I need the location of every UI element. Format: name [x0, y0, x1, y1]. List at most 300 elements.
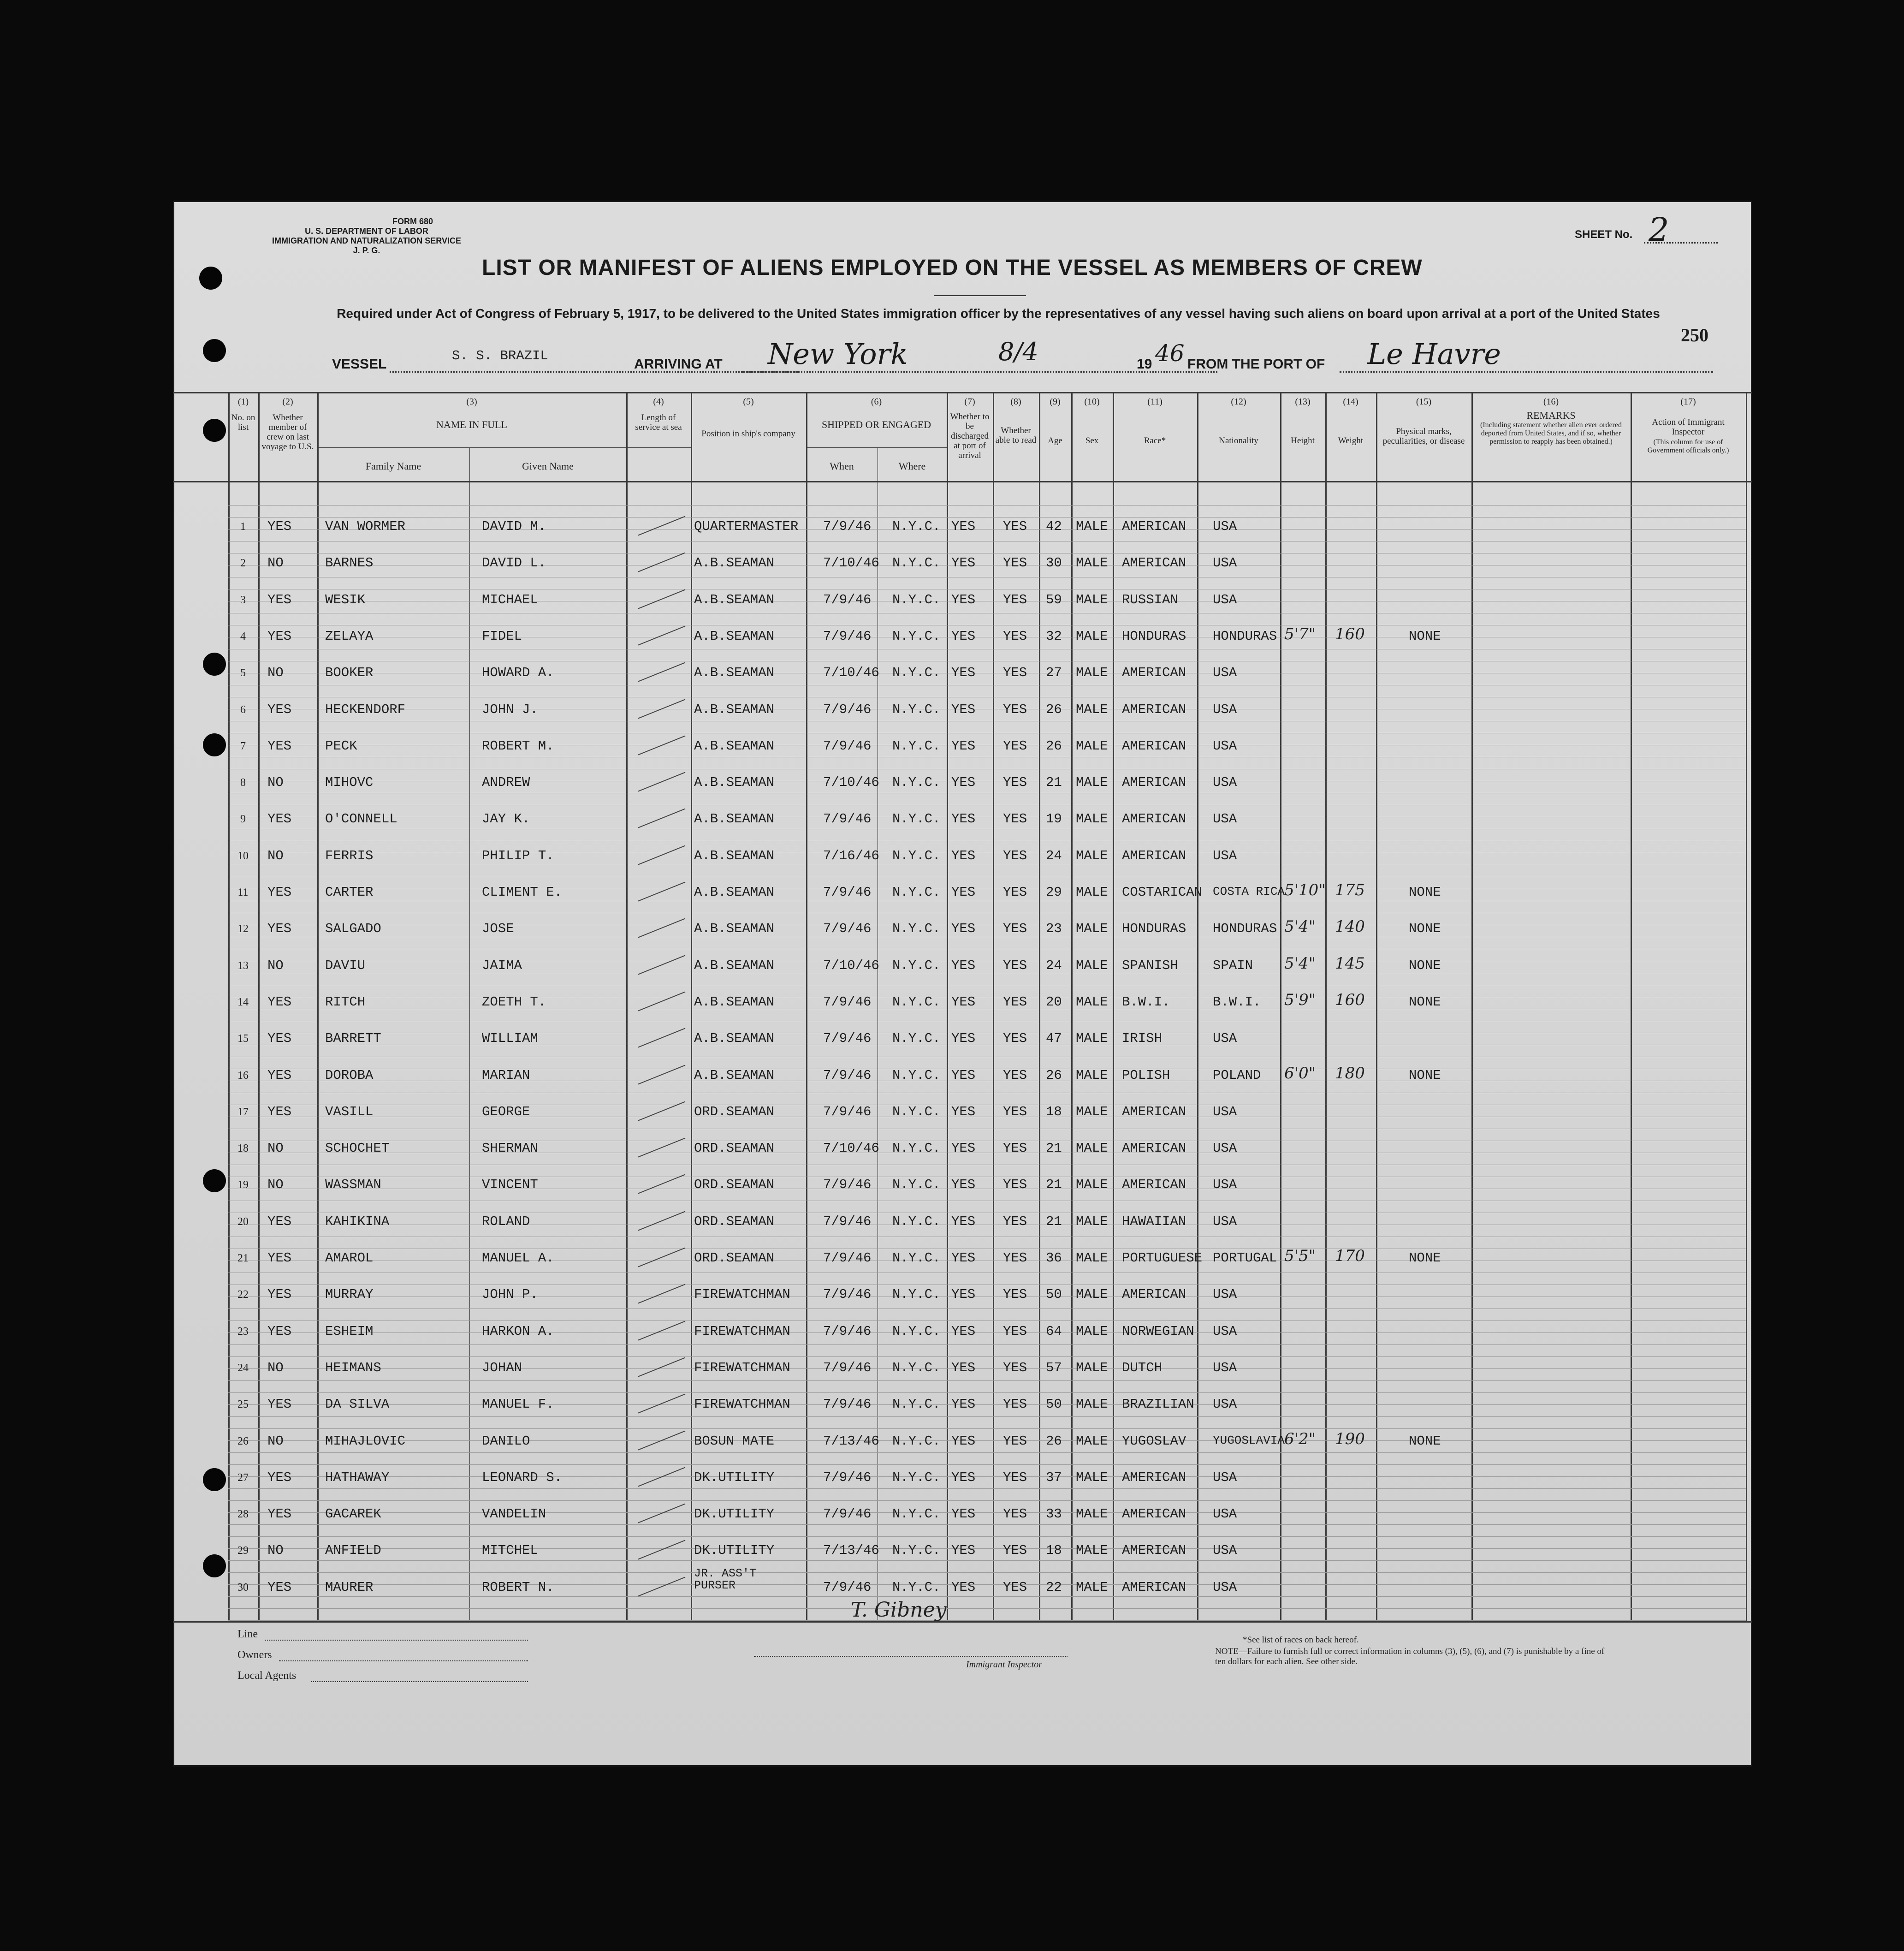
discharged: YES — [951, 885, 976, 900]
shipped-when: 7/9/46 — [823, 1068, 872, 1083]
col1-label: No. on list — [231, 413, 255, 432]
col12-number: (12) — [1231, 397, 1246, 407]
age: 26 — [1046, 1068, 1062, 1083]
row-number: 1 — [240, 521, 246, 533]
nationality: PORTUGAL — [1213, 1250, 1277, 1266]
shipped-when: 7/9/46 — [823, 1104, 872, 1119]
able-to-read: YES — [1003, 738, 1027, 754]
family-name: AMAROL — [325, 1250, 374, 1266]
service-tick-mark — [638, 625, 686, 645]
race: AMERICAN — [1122, 775, 1186, 790]
weight: 180 — [1335, 1064, 1365, 1083]
able-to-read: YES — [1003, 848, 1027, 863]
shipped-where: N.Y.C. — [892, 519, 941, 534]
given-name: MANUEL F. — [482, 1397, 554, 1412]
physical-marks: NONE — [1409, 921, 1441, 936]
service-tick-mark — [638, 1503, 686, 1523]
crew-last-voyage: YES — [267, 592, 292, 607]
shipped-where: N.Y.C. — [892, 1506, 941, 1522]
given-name-header: Given Name — [522, 460, 574, 472]
col17-number: (17) — [1680, 397, 1696, 407]
nationality: USA — [1213, 1470, 1237, 1485]
able-to-read: YES — [1003, 1506, 1027, 1522]
discharged: YES — [951, 1324, 976, 1339]
position: ORD.SEAMAN — [694, 1104, 775, 1119]
shipped-when: 7/9/46 — [823, 1214, 872, 1229]
position: FIREWATCHMAN — [694, 1397, 790, 1412]
arriving-port: New York — [768, 337, 908, 371]
binder-hole — [203, 1554, 226, 1577]
col2-number: (2) — [282, 397, 293, 407]
row-number: 21 — [237, 1252, 249, 1264]
able-to-read: YES — [1003, 1543, 1027, 1558]
col11-label: Race* — [1144, 436, 1166, 446]
race: AMERICAN — [1122, 738, 1186, 754]
age: 26 — [1046, 1434, 1062, 1449]
crew-last-voyage: NO — [267, 1434, 284, 1449]
shipped-where: N.Y.C. — [892, 702, 941, 717]
sex: MALE — [1076, 994, 1108, 1010]
sex: MALE — [1076, 921, 1108, 936]
position: FIREWATCHMAN — [694, 1287, 790, 1302]
sex: MALE — [1076, 811, 1108, 827]
service-tick-mark — [638, 1284, 686, 1303]
position: A.B.SEAMAN — [694, 738, 775, 754]
col17-label: Action of Immigrant Inspector — [1652, 417, 1725, 437]
age: 50 — [1046, 1287, 1062, 1302]
sex: MALE — [1076, 1580, 1108, 1595]
position: A.B.SEAMAN — [694, 555, 775, 571]
given-name: SHERMAN — [482, 1141, 538, 1156]
age: 26 — [1046, 738, 1062, 754]
discharged: YES — [951, 775, 976, 790]
shipped-where: N.Y.C. — [892, 958, 941, 973]
column-rule — [1746, 392, 1747, 1621]
crew-last-voyage: NO — [267, 1177, 284, 1192]
column-rule — [1471, 392, 1473, 1621]
discharged: YES — [951, 1287, 976, 1302]
shipped-where: N.Y.C. — [892, 1031, 941, 1046]
height: 6'0" — [1284, 1064, 1316, 1083]
discharged: YES — [951, 921, 976, 936]
sex: MALE — [1076, 1360, 1108, 1375]
service-tick-mark — [638, 1357, 686, 1377]
discharged: YES — [951, 1360, 976, 1375]
discharged: YES — [951, 592, 976, 607]
shipped-where: N.Y.C. — [892, 994, 941, 1010]
weight: 170 — [1335, 1247, 1365, 1265]
col5-label: Position in ship's company — [701, 429, 795, 439]
able-to-read: YES — [1003, 1434, 1027, 1449]
row-number: 2 — [240, 557, 246, 569]
nationality: USA — [1213, 1287, 1237, 1302]
nationality: USA — [1213, 1360, 1237, 1375]
age: 21 — [1046, 1141, 1062, 1156]
crew-last-voyage: NO — [267, 958, 284, 973]
service-tick-mark — [638, 918, 686, 938]
able-to-read: YES — [1003, 1397, 1027, 1412]
position: QUARTERMASTER — [694, 519, 799, 534]
race: AMERICAN — [1122, 1580, 1186, 1595]
binder-hole — [203, 1169, 226, 1192]
row-number: 14 — [237, 996, 249, 1008]
binder-hole — [203, 1468, 226, 1491]
crew-last-voyage: YES — [267, 702, 292, 717]
race: HONDURAS — [1122, 629, 1186, 644]
position: FIREWATCHMAN — [694, 1324, 790, 1339]
sex: MALE — [1076, 1141, 1108, 1156]
family-name: GACAREK — [325, 1506, 381, 1522]
ruled-line — [228, 1536, 1746, 1537]
position: A.B.SEAMAN — [694, 848, 775, 863]
height: 5'7" — [1284, 625, 1316, 643]
ruled-line — [228, 1560, 1746, 1561]
service-tick-mark — [638, 735, 686, 755]
family-name: MIHOVC — [325, 775, 374, 790]
crew-last-voyage: YES — [267, 1104, 292, 1119]
race: AMERICAN — [1122, 811, 1186, 827]
shipped-where: N.Y.C. — [892, 1177, 941, 1192]
inspector-signature-line — [754, 1656, 1068, 1657]
ruled-line — [228, 1368, 1746, 1369]
position: A.B.SEAMAN — [694, 702, 775, 717]
discharged: YES — [951, 702, 976, 717]
row-number: 11 — [237, 886, 249, 898]
crew-last-voyage: YES — [267, 1470, 292, 1485]
shipped-where: N.Y.C. — [892, 592, 941, 607]
family-name: SCHOCHET — [325, 1141, 390, 1156]
given-name: JOHN J. — [482, 702, 538, 717]
able-to-read: YES — [1003, 775, 1027, 790]
sheet-label: SHEET No. — [1575, 228, 1633, 241]
column-rule — [1071, 392, 1073, 1621]
family-name: VAN WORMER — [325, 519, 406, 534]
nationality: USA — [1213, 1177, 1237, 1192]
row-number: 15 — [237, 1033, 249, 1045]
ruled-line — [228, 1572, 1746, 1573]
column-rule — [317, 392, 319, 1621]
line-label: Line — [237, 1628, 258, 1640]
shipped-when: 7/9/46 — [823, 921, 872, 936]
sex: MALE — [1076, 519, 1108, 534]
column-rule — [1325, 392, 1327, 1621]
nationality: USA — [1213, 811, 1237, 827]
age: 21 — [1046, 775, 1062, 790]
manifest-sheet — [173, 201, 1752, 1767]
given-name: MICHAEL — [482, 592, 538, 607]
shipped-when: 7/10/46 — [823, 775, 879, 790]
able-to-read: YES — [1003, 1068, 1027, 1083]
family-name: DAVIU — [325, 958, 366, 973]
from-port-label: FROM THE PORT OF — [1187, 357, 1325, 372]
nationality: USA — [1213, 592, 1237, 607]
race: NORWEGIAN — [1122, 1324, 1194, 1339]
column-rule — [691, 392, 692, 1621]
able-to-read: YES — [1003, 1360, 1027, 1375]
owners-field — [279, 1660, 528, 1661]
shipped-when: 7/9/46 — [823, 519, 872, 534]
shipped-when: 7/13/46 — [823, 1434, 879, 1449]
age: 23 — [1046, 921, 1062, 936]
position: DK.UTILITY — [694, 1506, 775, 1522]
shipped-when: 7/10/46 — [823, 555, 879, 571]
shipped-when: 7/13/46 — [823, 1543, 879, 1558]
crew-last-voyage: NO — [267, 848, 284, 863]
able-to-read: YES — [1003, 811, 1027, 827]
nationality: USA — [1213, 738, 1237, 754]
able-to-read: YES — [1003, 1470, 1027, 1485]
nationality: USA — [1213, 1141, 1237, 1156]
service-name: IMMIGRATION AND NATURALIZATION SERVICE — [272, 236, 461, 245]
col13-number: (13) — [1295, 397, 1311, 407]
race: RUSSIAN — [1122, 592, 1178, 607]
discharged: YES — [951, 1104, 976, 1119]
sex: MALE — [1076, 1104, 1108, 1119]
race: DUTCH — [1122, 1360, 1163, 1375]
crew-last-voyage: YES — [267, 921, 292, 936]
sex: MALE — [1076, 1031, 1108, 1046]
race: B.W.I. — [1122, 994, 1170, 1010]
ruled-line — [228, 1512, 1746, 1513]
column-rule — [626, 392, 628, 1621]
owners-label: Owners — [237, 1649, 272, 1661]
row-number: 13 — [237, 960, 249, 972]
sex: MALE — [1076, 629, 1108, 644]
nationality: USA — [1213, 775, 1237, 790]
ruled-line — [228, 1356, 1746, 1357]
crew-last-voyage: YES — [267, 1068, 292, 1083]
age: 37 — [1046, 1470, 1062, 1485]
sex: MALE — [1076, 738, 1108, 754]
row-number: 6 — [240, 704, 246, 716]
position: A.B.SEAMAN — [694, 775, 775, 790]
shipped-when: 7/9/46 — [823, 629, 872, 644]
service-tick-mark — [638, 1247, 686, 1267]
shipped-where: N.Y.C. — [892, 555, 941, 571]
column-rule — [258, 392, 260, 1621]
given-name: MITCHEL — [482, 1543, 538, 1558]
nationality: USA — [1213, 665, 1237, 680]
sheet-number-line — [1644, 242, 1718, 244]
col10-label: Sex — [1085, 436, 1099, 446]
height: 5'5" — [1284, 1247, 1316, 1265]
able-to-read: YES — [1003, 1324, 1027, 1339]
nationality: USA — [1213, 555, 1237, 571]
shipped-where: N.Y.C. — [892, 811, 941, 827]
age: 19 — [1046, 811, 1062, 827]
header-bottom-rule — [173, 481, 1752, 482]
family-name: WASSMAN — [325, 1177, 381, 1192]
crew-last-voyage: NO — [267, 775, 284, 790]
age: 64 — [1046, 1324, 1062, 1339]
shipped-when: 7/9/46 — [823, 702, 872, 717]
given-name: VANDELIN — [482, 1506, 546, 1522]
crew-last-voyage: YES — [267, 1250, 292, 1266]
vessel-label: VESSEL — [332, 357, 387, 372]
shipped-where: N.Y.C. — [892, 1360, 941, 1375]
col11-number: (11) — [1147, 397, 1163, 407]
col6-label: SHIPPED OR ENGAGED — [821, 419, 931, 430]
from-port: Le Havre — [1367, 337, 1501, 371]
given-name: MARIAN — [482, 1068, 530, 1083]
race: AMERICAN — [1122, 1506, 1186, 1522]
service-tick-mark — [638, 955, 686, 975]
family-name: PECK — [325, 738, 357, 754]
column-rule — [1631, 392, 1632, 1621]
row-number: 5 — [240, 667, 246, 679]
crew-last-voyage: YES — [267, 1580, 292, 1595]
discharged: YES — [951, 811, 976, 827]
discharged: YES — [951, 1214, 976, 1229]
sex: MALE — [1076, 1250, 1108, 1266]
form-number: FORM 680 — [392, 217, 433, 226]
shipped-when: 7/9/46 — [823, 1177, 872, 1192]
given-name: JOHN P. — [482, 1287, 538, 1302]
service-tick-mark — [638, 662, 686, 682]
column-rule — [947, 392, 948, 1621]
discharged: YES — [951, 738, 976, 754]
nationality: USA — [1213, 702, 1237, 717]
race: AMERICAN — [1122, 1177, 1186, 1192]
row-number: 29 — [237, 1545, 249, 1557]
age: 36 — [1046, 1250, 1062, 1266]
service-tick-mark — [638, 1576, 686, 1596]
family-name: HATHAWAY — [325, 1470, 390, 1485]
discharged: YES — [951, 1397, 976, 1412]
physical-marks: NONE — [1409, 885, 1441, 900]
given-name: ROBERT N. — [482, 1580, 554, 1595]
row-number: 17 — [237, 1106, 249, 1118]
page-title: LIST OR MANIFEST OF ALIENS EMPLOYED ON THE VESSEL AS MEMBERS OF CREW — [482, 256, 1423, 280]
family-name: HECKENDORF — [325, 702, 406, 717]
shipped-when-header: When — [830, 460, 854, 472]
race: AMERICAN — [1122, 702, 1186, 717]
ruled-line — [228, 1608, 1746, 1609]
race: COSTARICAN — [1122, 885, 1203, 900]
col4-label: Length of service at sea — [635, 413, 682, 432]
race: IRISH — [1122, 1031, 1163, 1046]
service-tick-mark — [638, 1467, 686, 1487]
age: 24 — [1046, 848, 1062, 863]
discharged: YES — [951, 1580, 976, 1595]
age: 57 — [1046, 1360, 1062, 1375]
ruled-line — [228, 1584, 1746, 1585]
local-agents-field — [311, 1681, 528, 1682]
sex: MALE — [1076, 1434, 1108, 1449]
position: A.B.SEAMAN — [694, 629, 775, 644]
shipped-where: N.Y.C. — [892, 1214, 941, 1229]
service-tick-mark — [638, 772, 686, 791]
nationality: B.W.I. — [1213, 994, 1261, 1010]
family-name: VASILL — [325, 1104, 374, 1119]
given-name: MANUEL A. — [482, 1250, 554, 1266]
shipped-where: N.Y.C. — [892, 1580, 941, 1595]
family-name: RITCH — [325, 994, 366, 1010]
race: HONDURAS — [1122, 921, 1186, 936]
weight: 175 — [1335, 881, 1365, 899]
ruled-line — [228, 1404, 1746, 1405]
col3-number: (3) — [466, 397, 477, 407]
given-name: DAVID L. — [482, 555, 546, 571]
sex: MALE — [1076, 848, 1108, 863]
ruled-line — [228, 1524, 1746, 1525]
crew-last-voyage: NO — [267, 555, 284, 571]
year-prefix: 19 — [1137, 357, 1152, 372]
col5-number: (5) — [743, 397, 754, 407]
inspector-signature: T. Gibney — [851, 1598, 947, 1622]
position: A.B.SEAMAN — [694, 1068, 775, 1083]
given-name: ROBERT M. — [482, 738, 554, 754]
physical-marks: NONE — [1409, 1434, 1441, 1449]
row-number: 12 — [237, 923, 249, 935]
position: ORD.SEAMAN — [694, 1177, 775, 1192]
shipped-where-header: Where — [898, 460, 926, 472]
column-rule — [1039, 392, 1040, 1621]
shipped-when: 7/9/46 — [823, 811, 872, 827]
ruled-line — [228, 1392, 1746, 1393]
line-field — [265, 1640, 528, 1641]
column-rule — [806, 392, 807, 1621]
ruled-line — [228, 1320, 1746, 1321]
family-name: MURRAY — [325, 1287, 374, 1302]
shipped-when: 7/9/46 — [823, 1287, 872, 1302]
arrival-date: 8/4 — [998, 337, 1038, 366]
weight: 160 — [1335, 625, 1365, 643]
ruled-line — [228, 1380, 1746, 1381]
vessel-line — [390, 371, 798, 373]
col16-label: REMARKS — [1526, 410, 1576, 421]
physical-marks: NONE — [1409, 629, 1441, 644]
ruled-line — [228, 1428, 1746, 1429]
given-name: CLIMENT E. — [482, 885, 563, 900]
position: A.B.SEAMAN — [694, 958, 775, 973]
able-to-read: YES — [1003, 921, 1027, 936]
col8-number: (8) — [1010, 397, 1021, 407]
discharged: YES — [951, 848, 976, 863]
position: A.B.SEAMAN — [694, 665, 775, 680]
shipped-where: N.Y.C. — [892, 1543, 941, 1558]
given-name: WILLIAM — [482, 1031, 538, 1046]
crew-last-voyage: NO — [267, 1360, 284, 1375]
age: 32 — [1046, 629, 1062, 644]
col17-detail: (This column for use of Government officials only.) — [1647, 438, 1729, 454]
family-name: CARTER — [325, 885, 374, 900]
crew-last-voyage: YES — [267, 885, 292, 900]
ruled-line — [228, 1596, 1746, 1597]
shipped-when: 7/9/46 — [823, 1506, 872, 1522]
service-tick-mark — [638, 1393, 686, 1413]
row-number: 19 — [237, 1179, 249, 1191]
able-to-read: YES — [1003, 1031, 1027, 1046]
shipped-when: 7/9/46 — [823, 1397, 872, 1412]
row-number: 27 — [237, 1472, 249, 1484]
physical-marks: NONE — [1409, 1068, 1441, 1083]
shipped-when: 7/10/46 — [823, 1141, 879, 1156]
row-number: 22 — [237, 1289, 249, 1301]
nationality: USA — [1213, 1214, 1237, 1229]
race: AMERICAN — [1122, 519, 1186, 534]
sex: MALE — [1076, 958, 1108, 973]
weight: 160 — [1335, 991, 1365, 1009]
able-to-read: YES — [1003, 1287, 1027, 1302]
race: POLISH — [1122, 1068, 1170, 1083]
name-subrule — [317, 447, 691, 448]
shipped-when: 7/9/46 — [823, 885, 872, 900]
title-rule — [934, 295, 1026, 296]
able-to-read: YES — [1003, 1214, 1027, 1229]
given-name: PHILIP T. — [482, 848, 554, 863]
family-name: WESIK — [325, 592, 366, 607]
